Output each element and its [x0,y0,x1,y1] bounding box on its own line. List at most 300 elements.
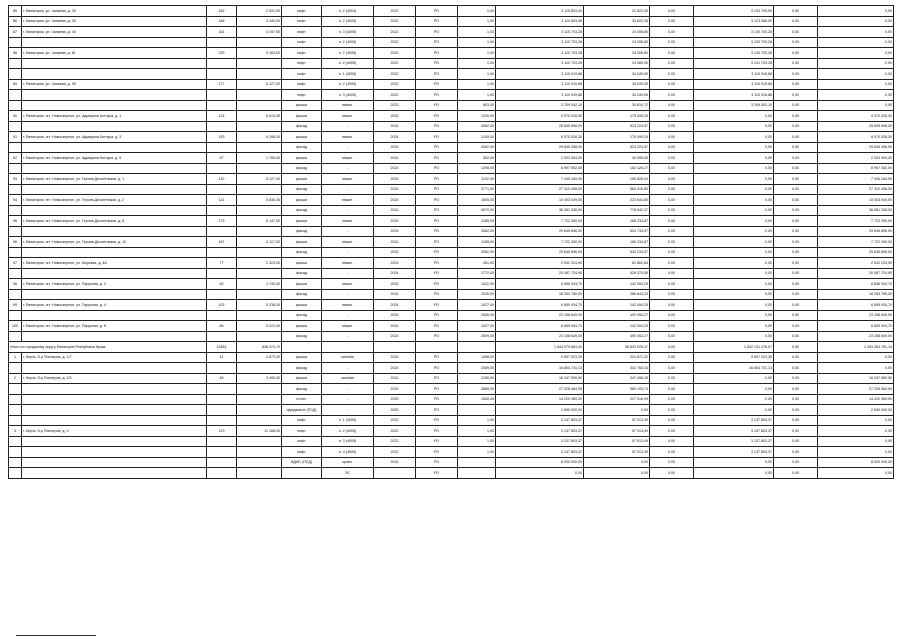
table-cell: 3 110 803,46 [496,16,584,27]
table-cell: 0,00 [818,415,894,426]
table-cell: п. 2 (4005) [322,79,374,90]
table-cell: фасад [282,247,322,258]
table-cell: РО [416,405,458,416]
table-cell: лифт [282,6,322,17]
table-cell: РО [416,310,458,321]
table-cell: 1,00 [458,426,496,437]
table-cell [282,468,322,479]
table-cell: 0,00 [774,405,818,416]
table-cell: п. 2 (4005) [322,48,374,59]
table-cell: 96 [9,237,22,248]
table-cell: 2024 [374,226,416,237]
table-cell [207,384,237,395]
table-cell: 1,00 [458,436,496,447]
table-cell: 6 659 934,70 [496,321,584,332]
table-cell: п. 1 (4005) [322,415,374,426]
table-cell: 0,00 [650,37,694,48]
table-cell [9,384,22,395]
table-cell: 0,00 [650,216,694,227]
table-row [9,300,894,311]
table-cell [237,468,282,479]
table-row [9,90,894,101]
table-cell: РО [416,205,458,216]
table-cell: лифт [282,447,322,458]
table-cell [237,384,282,395]
table-cell [416,342,458,353]
table-cell: РО [416,195,458,206]
table-cell: 3 209 042,10 [496,100,584,111]
table-cell: 0,00 [650,205,694,216]
table-cell: нежил. [322,258,374,269]
table-cell: фасад [282,331,322,342]
table-cell [207,394,237,405]
table-cell: 2 [9,373,22,384]
table-cell: 1 [9,352,22,363]
table-cell: 0,00 [650,468,694,479]
table-cell: лифт [282,415,322,426]
table-cell: лифт [282,37,322,48]
table-cell: кровл. [322,457,374,468]
table-cell: 1 493 354 761,14 [818,342,894,353]
table-cell: 0,00 [694,279,774,290]
table-cell [9,247,22,258]
table-cell: 1 844 079 663,40 [496,342,584,353]
table-cell: 0,00 [694,468,774,479]
table-cell: 2024 [374,457,416,468]
table-cell: РО [416,289,458,300]
table-cell: 0,00 [774,195,818,206]
table-cell [22,163,207,174]
table-row [9,279,894,290]
table-cell: 0,00 [650,457,694,468]
table-row [9,405,894,416]
table-cell: 0,00 [650,237,694,248]
table-cell: 3 209 002,10 [694,100,774,111]
table-cell: 3 110 703,28 [496,58,584,69]
table-cell: 2022 [374,58,416,69]
table-cell: 0,00 [650,48,694,59]
table-cell: 1185,00 [458,237,496,248]
table-cell: 0,00 [774,279,818,290]
table-cell: 165 234,87 [584,237,650,248]
table-cell [22,247,207,258]
table-cell [9,121,22,132]
table-cell: г. Евпатория, пгт. Новоозерное, ул. Героев-Десантников, д. 10 [22,237,207,248]
table-cell: - [322,363,374,374]
table-row [9,363,894,374]
table-cell: 2024 [374,289,416,300]
table-cell: 0,00 [694,321,774,332]
table-row [9,268,894,279]
table-cell: РО [416,27,458,38]
table-cell: 8 997 052,00 [496,163,584,174]
table-cell: 8 000 000,00 [496,457,584,468]
table-cell: 182 [207,6,237,17]
table-cell: 0,00 [584,405,650,416]
table-cell: 0,00 [774,184,818,195]
table-cell: 2024 [374,331,416,342]
table-cell: 0,00 [694,195,774,206]
table-cell: 1,00 [458,69,496,80]
table-row [9,331,894,342]
table-cell: 0,00 [694,237,774,248]
table-cell: 2022 [374,415,416,426]
table-cell: 3 137 803,37 [496,426,584,437]
table-row [9,310,894,321]
table-cell [237,58,282,69]
table-cell: - [458,457,496,468]
table-cell: 227 516,09 [584,394,650,405]
table-cell [9,142,22,153]
table-cell: 2022 [374,48,416,59]
table-cell: 0,00 [650,142,694,153]
table-cell: 34 049,05 [584,90,650,101]
table-cell: 2 323,00 [237,258,282,269]
table-cell: 0,00 [818,37,894,48]
table-cell: 2024 [374,268,416,279]
table-cell: 99 [9,300,22,311]
table-row [9,121,894,132]
table-cell: 0,00 [650,6,694,17]
table-cell: 3 137 803,37 [694,436,774,447]
table-row [9,79,894,90]
table-cell: 0,00 [694,405,774,416]
table-cell [237,436,282,447]
table-cell: 7 722 390,00 [496,216,584,227]
table-cell [22,331,207,342]
table-cell: 0,00 [774,447,818,458]
table-cell: 142 094,25 [584,279,650,290]
table-row [9,384,894,395]
table-cell: 90 [9,111,22,122]
table-cell: РО [416,226,458,237]
table-cell: п. 2 (4005) [322,58,374,69]
table-cell: 0,00 [650,132,694,143]
table-cell: 8 997 052,00 [818,163,894,174]
table-cell: 57 [207,153,237,164]
table-cell: 27 310 498,00 [496,184,584,195]
table-cell [207,121,237,132]
table-cell: ЭС [322,468,374,479]
table-cell: 0,00 [694,184,774,195]
table-cell: 0,00 [650,447,694,458]
table-cell [237,100,282,111]
table-cell: 0,00 [650,373,694,384]
table-row [9,27,894,38]
table-cell: 0,00 [650,268,694,279]
table-cell: 97 [9,258,22,269]
table-cell: г. Евпатория, пгт. Новоозерное, ул. Парусная, д. 4 [22,300,207,311]
table-cell [22,447,207,458]
table-cell: нежил. [322,174,374,185]
table-cell: 1027,00 [458,321,496,332]
table-cell: п. 4 (4005) [322,447,374,458]
table-cell: крыша [282,216,322,227]
table-row [9,174,894,185]
table-cell: 1,00 [458,37,496,48]
table-cell [207,289,237,300]
table-cell: лифт [282,48,322,59]
table-cell: 0,00 [774,37,818,48]
table-cell: 2024 [374,310,416,321]
table-cell: 4 673,30 [237,352,282,363]
table-cell [207,100,237,111]
table-cell: лифт [282,58,322,69]
table-cell: 0,00 [650,100,694,111]
table-cell [237,121,282,132]
table-cell: 0,00 [650,111,694,122]
table-cell [207,205,237,216]
table-cell [207,37,237,48]
table-cell [9,100,22,111]
capital-repair-table [8,5,894,479]
table-cell [22,121,207,132]
table-cell [237,447,282,458]
table-cell [9,447,22,458]
table-cell [9,226,22,237]
table-cell: 7 722 390,00 [818,216,894,227]
table-cell [9,69,22,80]
table-cell: 91 [9,132,22,143]
table-row [9,373,894,384]
table-cell: 2089,00 [458,363,496,374]
table-cell: РО [416,153,458,164]
table-cell: 634 234,57 [584,247,650,258]
table-cell [207,184,237,195]
table-cell: 1,00 [458,27,496,38]
table-cell: 0,00 [818,426,894,437]
table-cell: 3 110 803,40 [496,6,584,17]
table-cell: 2022 [374,69,416,80]
table-cell [9,394,22,405]
table-cell: - [322,384,374,395]
table-cell: 2024 [374,184,416,195]
table-cell: 2024 [374,237,416,248]
table-cell: РО [416,258,458,269]
table-cell: 124 [207,111,237,122]
table-cell: 1,00 [458,79,496,90]
table-cell: 0,00 [818,48,894,59]
table-cell [22,37,207,48]
table-cell: 3 133 709,00 [694,6,774,17]
table-cell: 0,00 [650,384,694,395]
table-cell: 0,00 [774,100,818,111]
table-cell: 0,00 [774,174,818,185]
table-cell: 5 238,00 [237,300,282,311]
table-cell: 2023 [374,100,416,111]
table-cell: 2024 [374,132,416,143]
table-cell: 0,00 [650,289,694,300]
table-cell: РО [416,279,458,290]
table-cell: 3 110 919,88 [496,90,584,101]
table-cell: 3 123 086,00 [694,16,774,27]
table-row [9,457,894,468]
table-cell: 0,00 [650,363,694,374]
table-cell: фасад [282,363,322,374]
table-cell: п. 3 (4005) [322,27,374,38]
table-cell: РО [416,79,458,90]
table-cell: 175 [207,216,237,227]
table-cell: 0,00 [694,268,774,279]
table-cell: 0,00 [650,258,694,269]
table-cell: РО [416,90,458,101]
table-row [9,205,894,216]
table-cell: 846 374,70 [237,342,282,353]
table-cell [237,205,282,216]
table-cell: 3 [9,426,22,437]
table-cell: лифт [282,27,322,38]
table-cell: 0,00 [774,352,818,363]
table-cell: 0,00 [650,331,694,342]
table-cell: РО [416,268,458,279]
table-cell: 1498,00 [458,352,496,363]
table-cell: 803,00 [458,100,496,111]
table-cell: 98 [9,279,22,290]
table-cell: - [322,226,374,237]
table-cell: 2 003 904,00 [818,153,894,164]
table-cell: крыша [282,279,322,290]
table-cell: 7 445 184,00 [818,174,894,185]
table-row [9,468,894,479]
table-cell [9,310,22,321]
table-cell: 2024 [374,321,416,332]
table-cell: 1,00 [458,447,496,458]
footer-rule [16,635,96,636]
table-cell: 25 845 898,00 [496,121,584,132]
table-cell: РО [416,69,458,80]
table-cell: 0,00 [818,69,894,80]
table-cell [237,184,282,195]
table-cell: РО [416,468,458,479]
table-cell: 490 053,27 [584,331,650,342]
table-cell: лифт [282,436,322,447]
table-row [9,100,894,111]
table-cell: 490 053,27 [584,310,650,321]
table-cell: 0,00 [694,258,774,269]
table-cell [22,289,207,300]
table-cell: 29 645 896,00 [496,226,584,237]
table-cell: 0,00 [694,226,774,237]
table-row [9,111,894,122]
table-cell: 14 220 369,00 [496,394,584,405]
table-cell: 0,00 [774,163,818,174]
table-cell: 41 [207,352,237,363]
table-cell: 175 099,20 [584,111,650,122]
table-cell: лифт [282,16,322,27]
table-cell: 87 [9,27,22,38]
table-cell: 1,00 [458,58,496,69]
table-row [9,447,894,458]
table-cell: нежил. [322,132,374,143]
table-cell: 88 [9,48,22,59]
table-cell: 86 [9,16,22,27]
table-cell: 2024 [374,153,416,164]
table-cell: 36 081 336,00 [818,205,894,216]
table-cell: 1,00 [458,48,496,59]
table-cell: 110 [207,174,237,185]
table-cell: 0,00 [650,394,694,405]
table-cell [207,163,237,174]
table-cell: 175 099,20 [584,132,650,143]
table-cell: 0,00 [694,384,774,395]
table-cell [22,457,207,468]
table-cell: - [322,331,374,342]
table-cell: 0,00 [774,142,818,153]
table-cell: 4062,00 [458,247,496,258]
table-cell: лифт [282,69,322,80]
table-cell: 0,00 [818,16,894,27]
table-cell: 0,00 [650,352,694,363]
table-cell [237,142,282,153]
table-cell: - [322,142,374,153]
table-cell [22,142,207,153]
table-cell: г. Евпатория, пгт. Новоозерное, ул. Адмирала Котлука, д. 5 [22,153,207,164]
table-cell: РО [416,16,458,27]
table-cell: 27 228 464,90 [818,384,894,395]
table-cell: 0,00 [774,457,818,468]
table-cell: 62 862,64 [584,258,650,269]
table-cell: 34 049,05 [584,69,650,80]
table-cell: 0,00 [650,16,694,27]
table-cell: - [322,310,374,321]
table-cell [9,363,22,374]
table-cell: 0,00 [694,163,774,174]
table-cell: 0,00 [694,310,774,321]
table-row [9,132,894,143]
table-cell [22,69,207,80]
table-cell: 0,00 [774,426,818,437]
table-cell: крыша [282,174,322,185]
table-cell: - [322,268,374,279]
table-cell: 9 070 028,30 [818,111,894,122]
table-row [9,247,894,258]
table-cell: 23 158 649,00 [818,331,894,342]
table-cell [9,37,22,48]
table-cell: 0,00 [774,237,818,248]
table-cell: 7 722 390,00 [818,237,894,248]
table-cell: 6 658 934,70 [496,279,584,290]
table-cell: г. Евпатория, ул. Чапаева, д. 95 [22,79,207,90]
table-cell: фасад [282,142,322,153]
table-cell [9,268,22,279]
table-cell: 0,00 [774,321,818,332]
table-cell: 524 224,57 [584,121,650,132]
table-cell [22,90,207,101]
table-cell: 0,00 [818,468,894,479]
table-cell: 0,00 [774,310,818,321]
table-cell: п. 3 (4005) [322,436,374,447]
table-body [9,6,894,479]
table-cell: крыша [282,352,322,363]
table-cell: г. Евпатория, пгт. Новоозерное, ул. Адмирала Котлука, д. 3 [22,132,207,143]
table-cell: 8 000 000,00 [818,457,894,468]
table-cell: 0,00 [650,58,694,69]
table-cell: 165 234,87 [584,216,650,227]
table-row [9,69,894,80]
table-cell: г. Евпатория, ул. Чапаева, д. 81 [22,48,207,59]
table-cell: РО [416,363,458,374]
table-cell: 0,00 [774,363,818,374]
table-cell: РО [416,111,458,122]
table-cell: 40 [207,279,237,290]
table-cell: 0,00 [650,226,694,237]
table-cell: 0,00 [650,174,694,185]
table-cell: 0,00 [694,174,774,185]
table-cell: 121 [207,195,237,206]
table-cell: 3 110 919,88 [496,69,584,80]
table-cell: 0,00 [650,436,694,447]
table-cell [207,457,237,468]
